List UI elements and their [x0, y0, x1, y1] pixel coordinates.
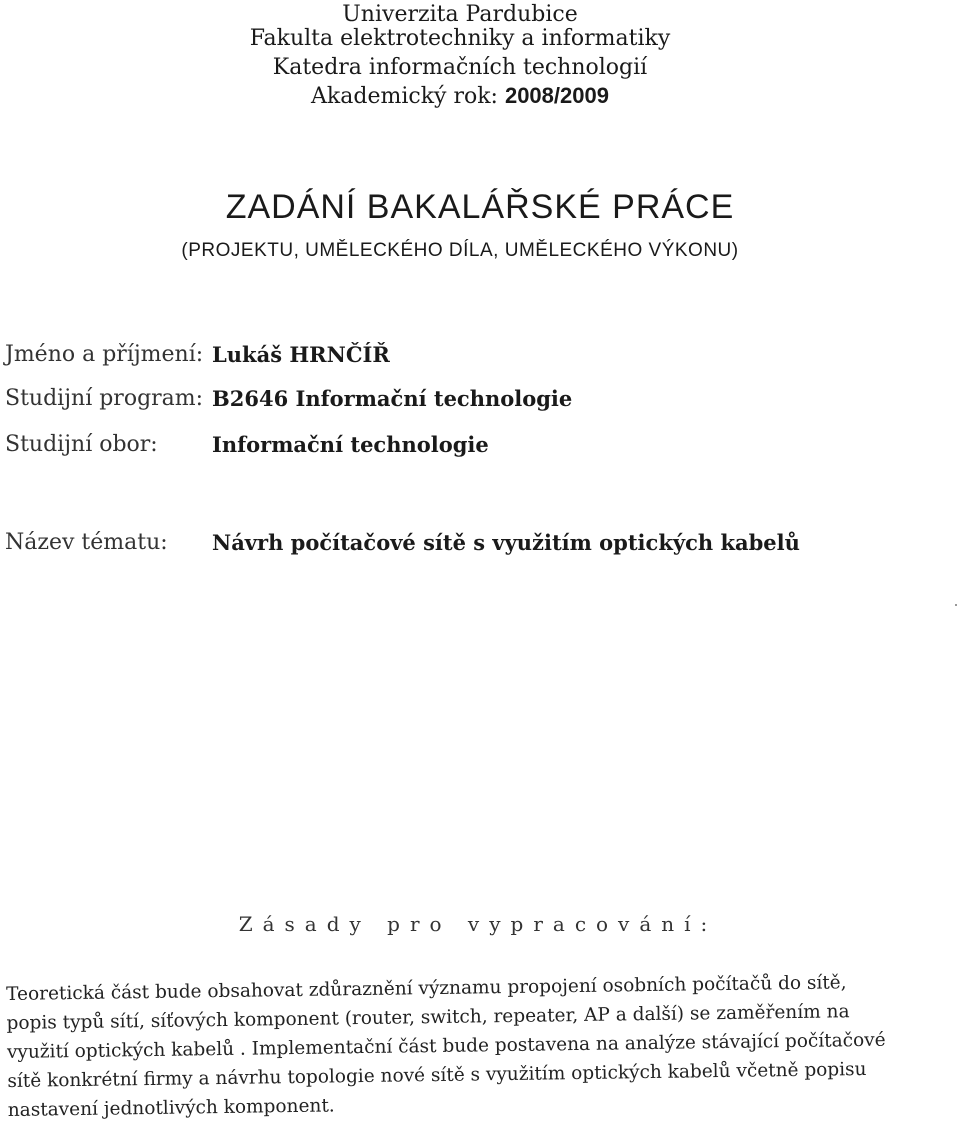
principles-text-line: sítě konkrétní firmy a návrhu topologie nové sítě s využitím optických kabelů včetně popisu [7, 1058, 867, 1092]
field-topic [0, 530, 960, 570]
principles-heading: Zásady pro vypracování: [238, 912, 718, 936]
document-title: ZADÁNÍ BAKALÁŘSKÉ PRÁCE [225, 188, 735, 226]
faculty-name: Fakulta elektrotechniky a informatiky [249, 26, 671, 51]
academic-year-value: 2008/2009 [504, 83, 609, 108]
principles-text-line: popis typů sítí, síťových komponent (router, switch, repeater, AP a další) se zaměřením na [6, 1001, 850, 1034]
field-topic-value: Návrh počítačové sítě s využitím optických kabelů [212, 530, 800, 555]
field-name [0, 342, 960, 382]
scan-speck [955, 604, 957, 606]
document-subtitle: (PROJEKTU, UMĚLECKÉHO DÍLA, UMĚLECKÉHO VÝKONU) [181, 240, 739, 261]
field-name-label: Jméno a příjmení: [5, 342, 204, 367]
academic-year-label: Akademický rok: [311, 84, 505, 109]
field-program [0, 386, 960, 426]
department-name: Katedra informačních technologií [272, 55, 648, 80]
field-program-value: B2646 Informační technologie [212, 386, 573, 411]
principles-text-line: nastavení jednotlivých komponent. [7, 1095, 335, 1121]
field-branch-label: Studijní obor: [5, 432, 158, 457]
field-branch [0, 432, 960, 472]
field-program-label: Studijní program: [5, 386, 204, 411]
principles-text-line: Teoretická část bude obsahovat zdůraznění významu propojení osobních počítačů do sítě, [6, 972, 847, 1005]
principles-text [6, 967, 953, 1125]
university-name: Univerzita Pardubice [342, 2, 578, 27]
field-branch-value: Informační technologie [212, 432, 489, 457]
principles-text-line: využití optických kabelů . Implementační část bude postavena na analýze stávající počítačové [6, 1029, 886, 1063]
field-topic-label: Název tématu: [5, 530, 168, 555]
academic-year [0, 83, 940, 109]
field-name-value: Lukáš HRNČÍŘ [212, 342, 390, 367]
